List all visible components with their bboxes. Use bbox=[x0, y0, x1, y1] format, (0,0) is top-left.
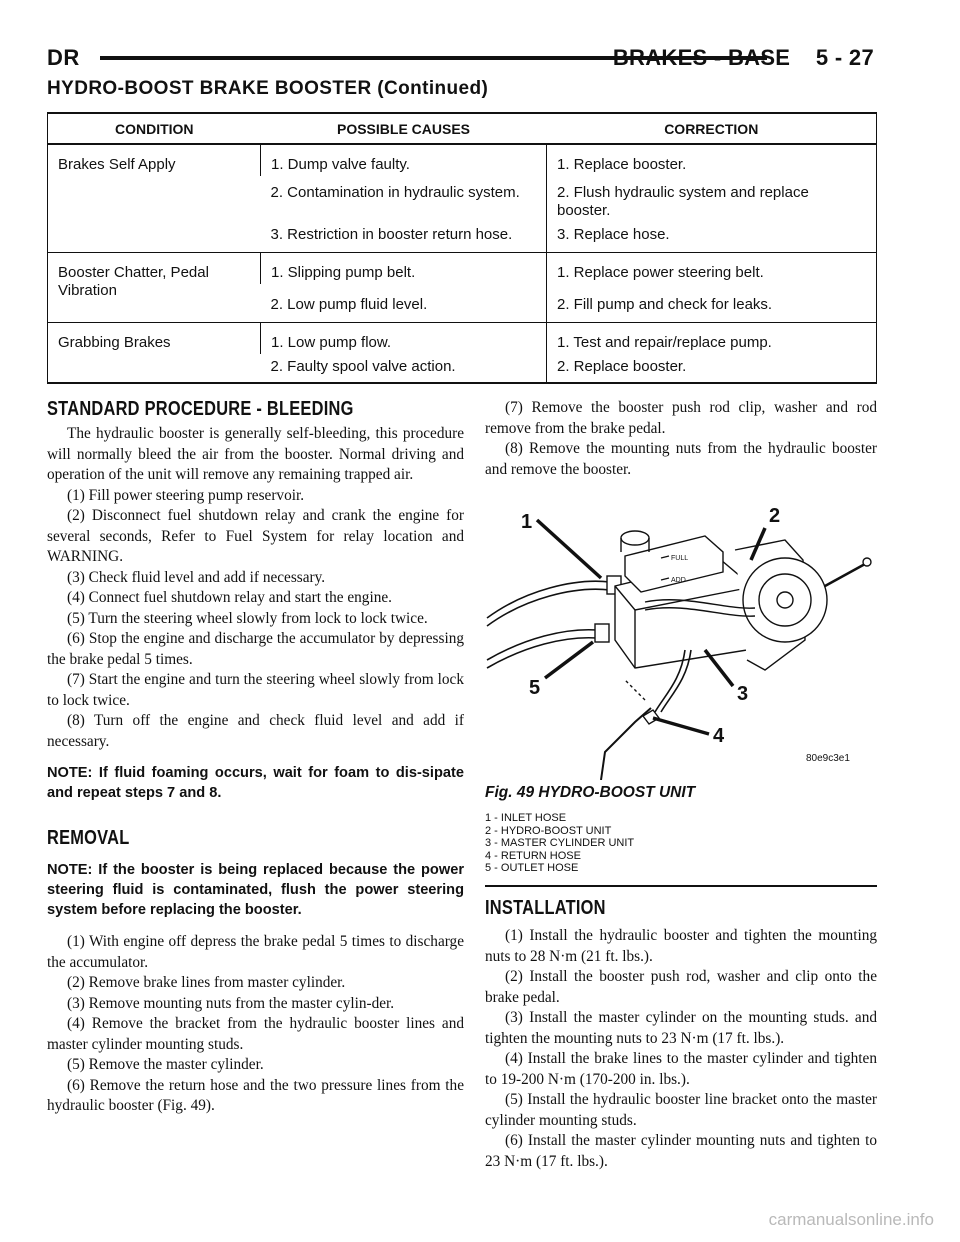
installation-heading: INSTALLATION bbox=[485, 897, 606, 919]
legend-item: 4 - RETURN HOSE bbox=[485, 849, 581, 862]
cause-cell: 3. Restriction in booster return hose. bbox=[261, 222, 547, 253]
table-row bbox=[48, 144, 877, 176]
cause-cell: 2. Contamination in hydraulic system. bbox=[270, 184, 520, 201]
installation-step: (4) Install the brake lines to the master cylinder and tighten to 19-200 N·m (170-200 in. lbs.). bbox=[485, 1050, 877, 1088]
table-header-row bbox=[48, 113, 877, 144]
correction-cell: 1. Replace power steering belt. bbox=[547, 253, 877, 285]
cause-cell: 1. Dump valve faulty. bbox=[261, 144, 547, 176]
legend-rule bbox=[485, 885, 877, 887]
correction-cell: 2. Flush hydraulic system and replace booster. bbox=[547, 176, 877, 222]
figure-legend bbox=[485, 812, 634, 875]
correction-cell: 2. Fill pump and check for leaks. bbox=[547, 284, 877, 323]
bleeding-step: (4) Connect fuel shutdown relay and start the engine. bbox=[67, 589, 392, 606]
bleeding-step: (6) Stop the engine and discharge the accumulator by depressing the brake pedal 5 times. bbox=[47, 630, 464, 668]
watermark: carmanualsonline.info bbox=[768, 1210, 934, 1229]
condition-cell: Grabbing Brakes bbox=[48, 323, 261, 384]
manual-code: DR bbox=[47, 45, 80, 70]
bleeding-intro: The hydraulic booster is generally self-bleeding, this procedure will normally bleed the air from the booster. Normal driving and operation of the unit will remove any remaining trapped air. bbox=[47, 425, 464, 483]
callout-2: 2 bbox=[769, 505, 781, 527]
cause-cell: 2. Low pump fluid level. bbox=[261, 284, 547, 323]
chapter-page-number: BRAKES - BASE 5 - 27 bbox=[612, 45, 874, 70]
figure-caption: Fig. 49 HYDRO-BOOST UNIT bbox=[485, 784, 696, 801]
hydro-boost-illustration bbox=[485, 490, 877, 780]
bleeding-step: (5) Turn the steering wheel slowly from lock to lock twice. bbox=[67, 609, 428, 627]
table-row bbox=[48, 323, 877, 355]
condition-cell: Booster Chatter, Pedal Vibration bbox=[48, 253, 261, 323]
legend-item: 1 - INLET HOSE bbox=[485, 812, 567, 824]
correction-cell: 3. Replace hose. bbox=[547, 222, 877, 253]
cause-cell: 1. Slipping pump belt. bbox=[261, 253, 547, 285]
column-header: POSSIBLE CAUSES bbox=[261, 113, 547, 144]
figure-id: 80e9c3e1 bbox=[806, 753, 850, 764]
legend-item: 2 - HYDRO-BOOST UNIT bbox=[485, 824, 612, 837]
callout-3: 3 bbox=[737, 683, 749, 705]
removal-step: (5) Remove the master cylinder. bbox=[67, 1056, 264, 1073]
section-title: HYDRO-BOOST BRAKE BOOSTER (Continued) bbox=[47, 78, 489, 99]
correction-cell: 1. Test and repair/replace pump. bbox=[547, 323, 877, 355]
diagnosis-table bbox=[47, 112, 877, 384]
callout-4: 4 bbox=[713, 725, 725, 747]
cause-cell: 2. Faulty spool valve action. bbox=[261, 354, 547, 383]
callout-5: 5 bbox=[529, 677, 541, 699]
bleeding-step: (1) Fill power steering pump reservoir. bbox=[67, 486, 305, 504]
bleeding-heading: STANDARD PROCEDURE - BLEEDING bbox=[47, 398, 354, 420]
bleeding-step: (3) Check fluid level and add if necessary. bbox=[67, 568, 326, 586]
installation-step: (3) Install the master cylinder on the mounting studs. and tighten the mounting nuts to 23 N·m (17 ft. lbs.). bbox=[485, 1009, 877, 1047]
right-column-top bbox=[485, 398, 877, 480]
installation-step: (5) Install the hydraulic booster line bracket onto the master cylinder mounting studs. bbox=[485, 1091, 877, 1129]
left-column bbox=[47, 398, 464, 1117]
condition-cell: Brakes Self Apply bbox=[48, 144, 261, 253]
add-mark-label: ADD bbox=[671, 577, 686, 584]
bleeding-step: (2) Disconnect fuel shutdown relay and crank the engine for several seconds, Refer to Fuel System for relay location and WARNING. bbox=[47, 507, 464, 565]
bleeding-step: (7) Start the engine and turn the steering wheel slowly from lock to lock twice. bbox=[47, 671, 464, 709]
bleeding-step: (8) Turn off the engine and check fluid level and add if necessary. bbox=[47, 712, 464, 750]
removal-step: (1) With engine off depress the brake pedal 5 times to discharge the accumulator. bbox=[47, 933, 464, 971]
removal-step: (8) Remove the mounting nuts from the hydraulic booster and remove the booster. bbox=[485, 440, 877, 478]
legend-item: 3 - MASTER CYLINDER UNIT bbox=[485, 837, 635, 849]
foaming-note: NOTE: If fluid foaming occurs, wait for foam to dis-sipate and repeat steps 7 and 8. bbox=[47, 765, 464, 801]
column-header: CORRECTION bbox=[547, 113, 877, 144]
removal-heading: REMOVAL bbox=[47, 827, 130, 849]
removal-step: (7) Remove the booster push rod clip, washer and rod remove from the brake pedal. bbox=[485, 399, 877, 437]
removal-step: (3) Remove mounting nuts from the master cylin-der. bbox=[67, 994, 395, 1012]
cause-cell: 1. Low pump flow. bbox=[261, 323, 547, 355]
column-header: CONDITION bbox=[48, 113, 261, 144]
correction-cell: 2. Replace booster. bbox=[547, 354, 877, 383]
removal-step: (4) Remove the bracket from the hydraulic booster lines and master cylinder mounting studs. bbox=[47, 1015, 464, 1053]
removal-note: NOTE: If the booster is being replaced because the power steering fluid is contaminated, flush the power steering system before replacing the booster. bbox=[47, 862, 464, 918]
table-row bbox=[48, 253, 877, 285]
installation-step: (1) Install the hydraulic booster and tighten the mounting nuts to 28 N·m (21 ft. lbs.). bbox=[485, 927, 877, 965]
correction-cell: 1. Replace booster. bbox=[547, 144, 877, 176]
removal-step: (6) Remove the return hose and the two pressure lines from the hydraulic booster (Fig. 49). bbox=[47, 1076, 464, 1114]
installation-step: (2) Install the booster push rod, washer and clip onto the brake pedal. bbox=[485, 968, 877, 1006]
legend-item: 5 - OUTLET HOSE bbox=[485, 862, 579, 874]
removal-step: (2) Remove brake lines from master cylinder. bbox=[67, 974, 346, 991]
full-mark-label: FULL bbox=[671, 555, 689, 562]
callout-1: 1 bbox=[521, 511, 533, 533]
installation-section bbox=[485, 897, 877, 1172]
installation-step: (6) Install the master cylinder mounting nuts and tighten to 23 N·m (17 ft. lbs.). bbox=[485, 1132, 877, 1170]
